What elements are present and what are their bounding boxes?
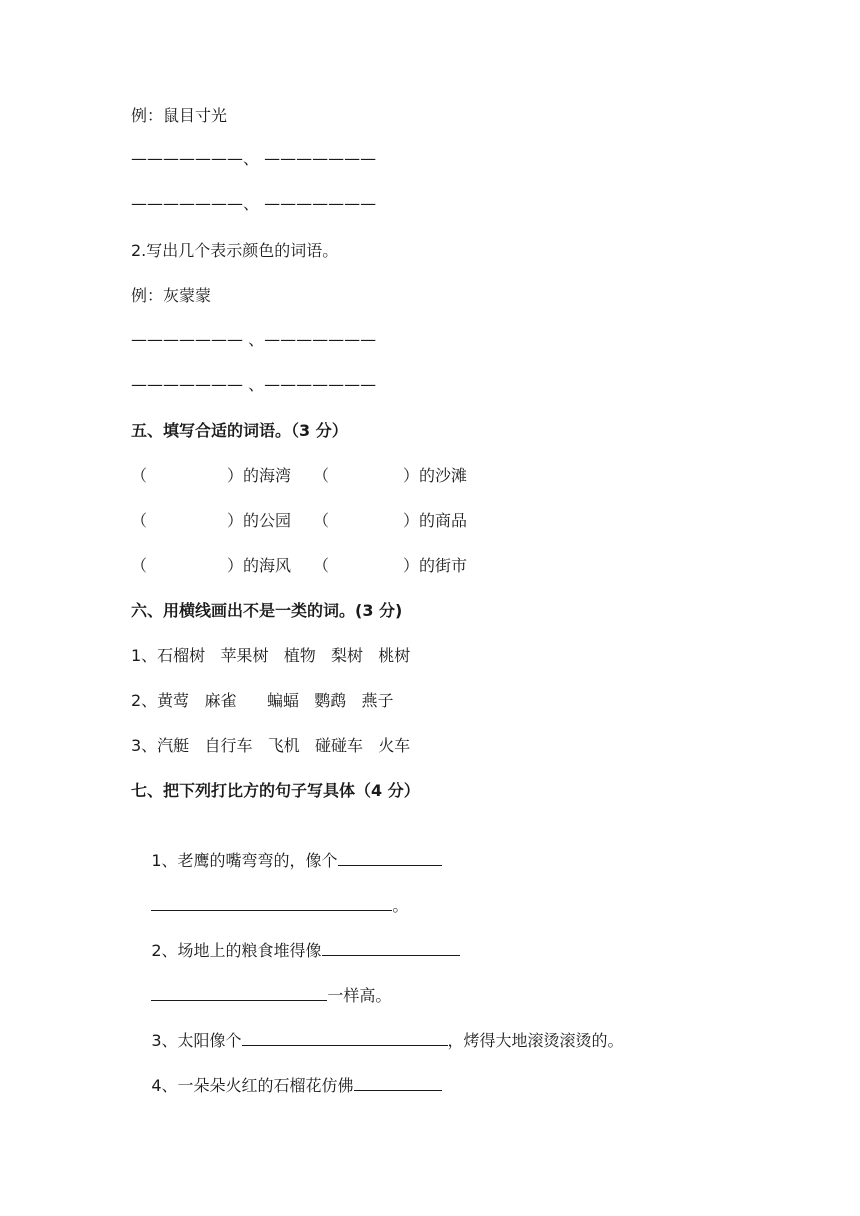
- open-paren: （: [313, 511, 330, 530]
- phrase-with-blank: ）的街市: [403, 556, 468, 575]
- question-text: 4、一朵朵火红的石榴花仿佛: [151, 1076, 354, 1095]
- dash-answer-row: ——————— 、———————: [131, 375, 377, 394]
- section-heading-7: 七、把下列打比方的句子写具体（4 分）: [131, 781, 420, 800]
- answer-blank[interactable]: [354, 1073, 442, 1091]
- section-heading-6: 六、用横线画出不是一类的词。(3 分): [131, 601, 403, 620]
- answer-blank[interactable]: [151, 983, 327, 1001]
- question-text: 1、老鹰的嘴弯弯的，像个: [151, 851, 338, 870]
- question-text: ，烤得大地滚烫滚烫的。: [447, 1031, 624, 1050]
- phrase-with-blank: ）的海湾: [227, 466, 292, 485]
- open-paren: （: [131, 511, 148, 530]
- word-group-item: 1、石榴树 苹果树 植物 梨树 桃树: [131, 646, 411, 665]
- question-text: 3、太阳像个: [151, 1031, 242, 1050]
- question-text: 一样高。: [327, 986, 392, 1005]
- question-text: 。: [392, 896, 409, 915]
- answer-blank[interactable]: [322, 938, 460, 956]
- fill-row: [131, 555, 531, 577]
- question-text: 2、场地上的粮食堆得像: [151, 941, 322, 960]
- answer-blank[interactable]: [151, 893, 392, 911]
- section-heading-5: 五、填写合适的词语。（3 分）: [131, 421, 348, 440]
- dash-answer-row: ———————、 ———————: [131, 149, 377, 168]
- word-group-item: 3、汽艇 自行车 飞机 碰碰车 火车: [131, 736, 411, 755]
- phrase-with-blank: ）的商品: [403, 511, 468, 530]
- dash-answer-row: ———————、 ———————: [131, 194, 377, 213]
- open-paren: （: [313, 556, 330, 575]
- dash-answer-row: ——————— 、———————: [131, 330, 377, 349]
- example-idiom: 例：鼠目寸光: [131, 106, 228, 125]
- example-color-word: 例：灰蒙蒙: [131, 286, 212, 305]
- phrase-with-blank: ）的海风: [227, 556, 292, 575]
- fill-row: [131, 510, 531, 532]
- open-paren: （: [131, 466, 148, 485]
- answer-blank[interactable]: [338, 848, 442, 866]
- answer-blank[interactable]: [242, 1028, 448, 1046]
- phrase-with-blank: ）的公园: [227, 511, 292, 530]
- open-paren: （: [313, 466, 330, 485]
- open-paren: （: [131, 556, 148, 575]
- fill-row: [131, 465, 531, 487]
- word-group-item: 2、黄莺 麻雀 蝙蝠 鹦鹉 燕子: [131, 691, 394, 710]
- simile-question-4: [131, 1051, 442, 1119]
- phrase-with-blank: ）的沙滩: [403, 466, 468, 485]
- question-color-words: 2.写出几个表示颜色的词语。: [131, 241, 339, 260]
